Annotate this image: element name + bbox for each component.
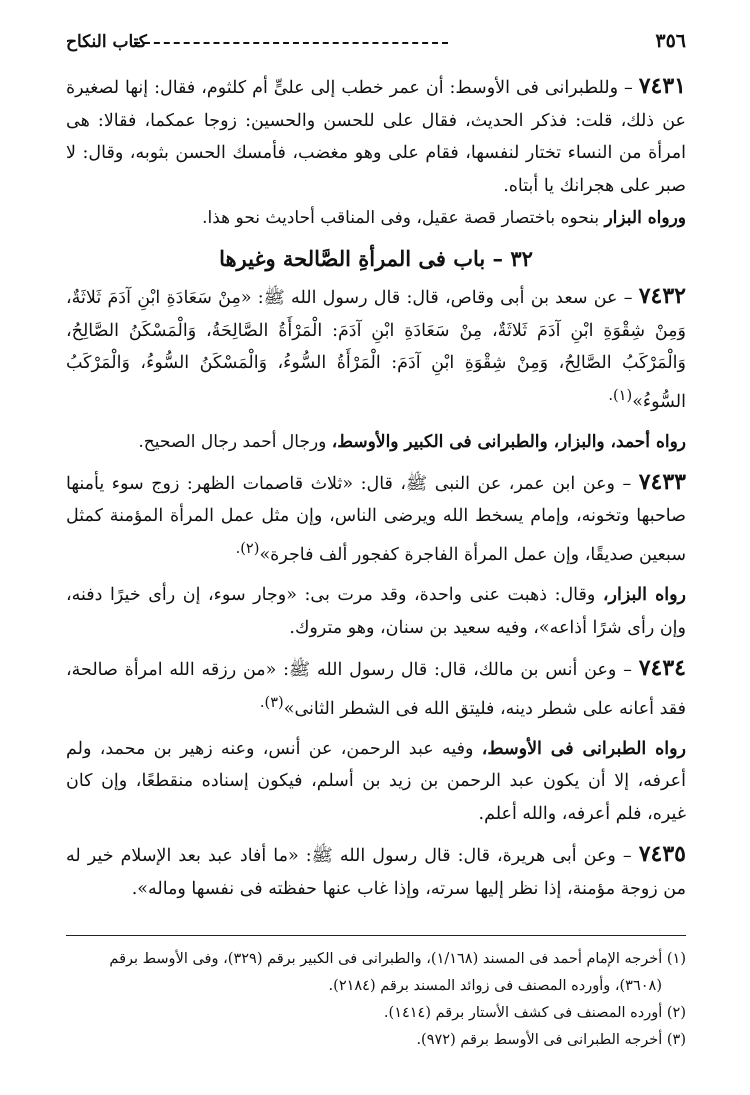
footnote-line: (٣) أخرجه الطبرانى فى الأوسط برقم (٩٧٢). <box>416 1032 686 1048</box>
main-text <box>66 70 686 905</box>
hadith-number: ٧٤٣٤ <box>638 655 686 682</box>
hadith-7431 <box>66 70 686 202</box>
hadith-text: – عن سعد بن أبى وقاص، قال: قال رسول الله ﷺ: «مِنْ سَعَادَةِ ابْنِ آدَمَ ثَلاثَةٌ، وَمِنْ شِقْوَةِ ابْنِ آدَمَ ثَلاثَةٌ، مِنْ سَعَادَةِ ابْنِ آدَمَ: الْمَرْأَةُ الصَّالِحَةُ، وَالْمَسْكَنُ الصَّالِحُ، وَالْمَرْكَبُ الصَّالِحُ، وَمِنْ شِقْوَةِ ابْنِ آدَمَ: الْمَرْأَةُ السُّوءُ، وَالْمَسْكَنُ السُّوءُ، وَالْمَرْكَبُ السُّوءُ» <box>66 288 686 412</box>
footnote-ref: (١). <box>608 386 633 404</box>
page-header <box>66 0 686 52</box>
source-note-7433 <box>66 579 686 644</box>
hadith-text: – وللطبرانى فى الأوسط: أن عمر خطب إلى علىٍّ أم كلثوم، فقال: إنها لصغيرة عن ذلك، قلت: فذكر الحديث، فقال على للحسن والحسين: زوجا عمكما، فقالا: هى امرأة من النساء تختار لنفسها، فقام على وهو مغضب، فأمسك الحسن بثوبه، وقال: لا صبر على هجرانك يا أبتاه. <box>66 78 686 196</box>
hadith-number: ٧٤٣٥ <box>638 841 686 868</box>
footnote-2 <box>66 1000 686 1027</box>
source-note-7431 <box>66 202 686 234</box>
hadith-text: – وعن أبى هريرة، قال: قال رسول الله ﷺ: «ما أفاد عبد بعد الإسلام خير له من زوجة مؤمنة، إذا نظر إليها سرته، وإذا غاب عنها حفظته فى نفسها وماله». <box>66 846 686 899</box>
chapter-heading: ٣٢ – باب فى المرأةِ الصَّالحة وغيرها <box>219 246 533 271</box>
footnotes <box>66 935 686 1054</box>
source-note-7434 <box>66 733 686 831</box>
footnote-line: (١) أخرجه الإمام أحمد فى المسند (١/١٦٨)، والطبرانى فى الكبير برقم (٣٢٩)، وفى الأوسط برقم <box>109 951 686 967</box>
source-bold: رواه البزار، <box>602 585 686 606</box>
source-text: ورجال أحمد رجال الصحيح. <box>138 431 332 452</box>
footnote-line: (٢) أورده المصنف فى كشف الأستار برقم (١٤١٤). <box>383 1005 686 1021</box>
footnote-line: (٣٦٠٨)، وأورده المصنف فى زوائد المسند برقم (٢١٨٤). <box>328 978 662 994</box>
source-bold: رواه أحمد، والبزار، والطبرانى فى الكبير والأوسط، <box>331 431 686 452</box>
source-text: وقال: ذهبت عنى واحدة، وقد مرت بى: «وجار سوء، إن رأى خيرًا دفنه، وإن رأى شرًا أذاعه»، وفيه سعيد بن سنان، وهو متروك. <box>66 585 686 638</box>
hadith-7434 <box>66 652 686 725</box>
source-bold: رواه الطبرانى فى الأوسط، <box>481 738 687 759</box>
hadith-7432 <box>66 280 686 418</box>
source-text: بنحوه باختصار قصة عقيل، وفى المناقب أحاديث نحو هذا. <box>202 208 605 228</box>
footnote-1 <box>66 946 686 1000</box>
source-bold: ورواه البزار <box>604 208 686 228</box>
header-dashed-rule <box>134 42 448 44</box>
hadith-number: ٧٤٣٢ <box>638 283 686 309</box>
hadith-number: ٧٤٣١ <box>638 73 686 99</box>
hadith-7433 <box>66 466 686 571</box>
hadith-7435 <box>66 838 686 905</box>
footnote-3 <box>66 1027 686 1054</box>
footnote-ref: (٢). <box>235 539 260 557</box>
hadith-text: – وعن ابن عمر، عن النبى ﷺ، قال: «ثلاث قاصمات الظهر: زوج سوء يأمنها صاحبها وتخونه، وإمام يسخط الله ويرضى الناس، وإن مثل عمل المرأة المؤمنة كمثل سبعين صديقًا، وإن عمل المرأة الفاجرة كفجور ألف فاجرة» <box>66 473 686 565</box>
hadith-text: – وعن أنس بن مالك، قال: قال رسول الله ﷺ: «من رزقه الله امرأة صالحة، فقد أعانه على شطر دينه، فليتق الله فى الشطر الثانى» <box>66 660 686 719</box>
source-note-7432 <box>66 426 686 458</box>
footnote-ref: (٣). <box>259 693 284 711</box>
source-text: وفيه عبد الرحمن، عن أنس، وعنه زهير بن محمد، ولم أعرفه، إلا أن يكون عبد الرحمن بن زيد بن أسلم، فيكون إسناده منقطعًا، وإن كان غيره، فلم أعرفه، والله أعلم. <box>66 738 686 824</box>
page-number: ٣٥٦ <box>655 30 686 52</box>
running-title: كتاب النكاح <box>66 32 147 52</box>
hadith-number: ٧٤٣٣ <box>638 468 686 495</box>
